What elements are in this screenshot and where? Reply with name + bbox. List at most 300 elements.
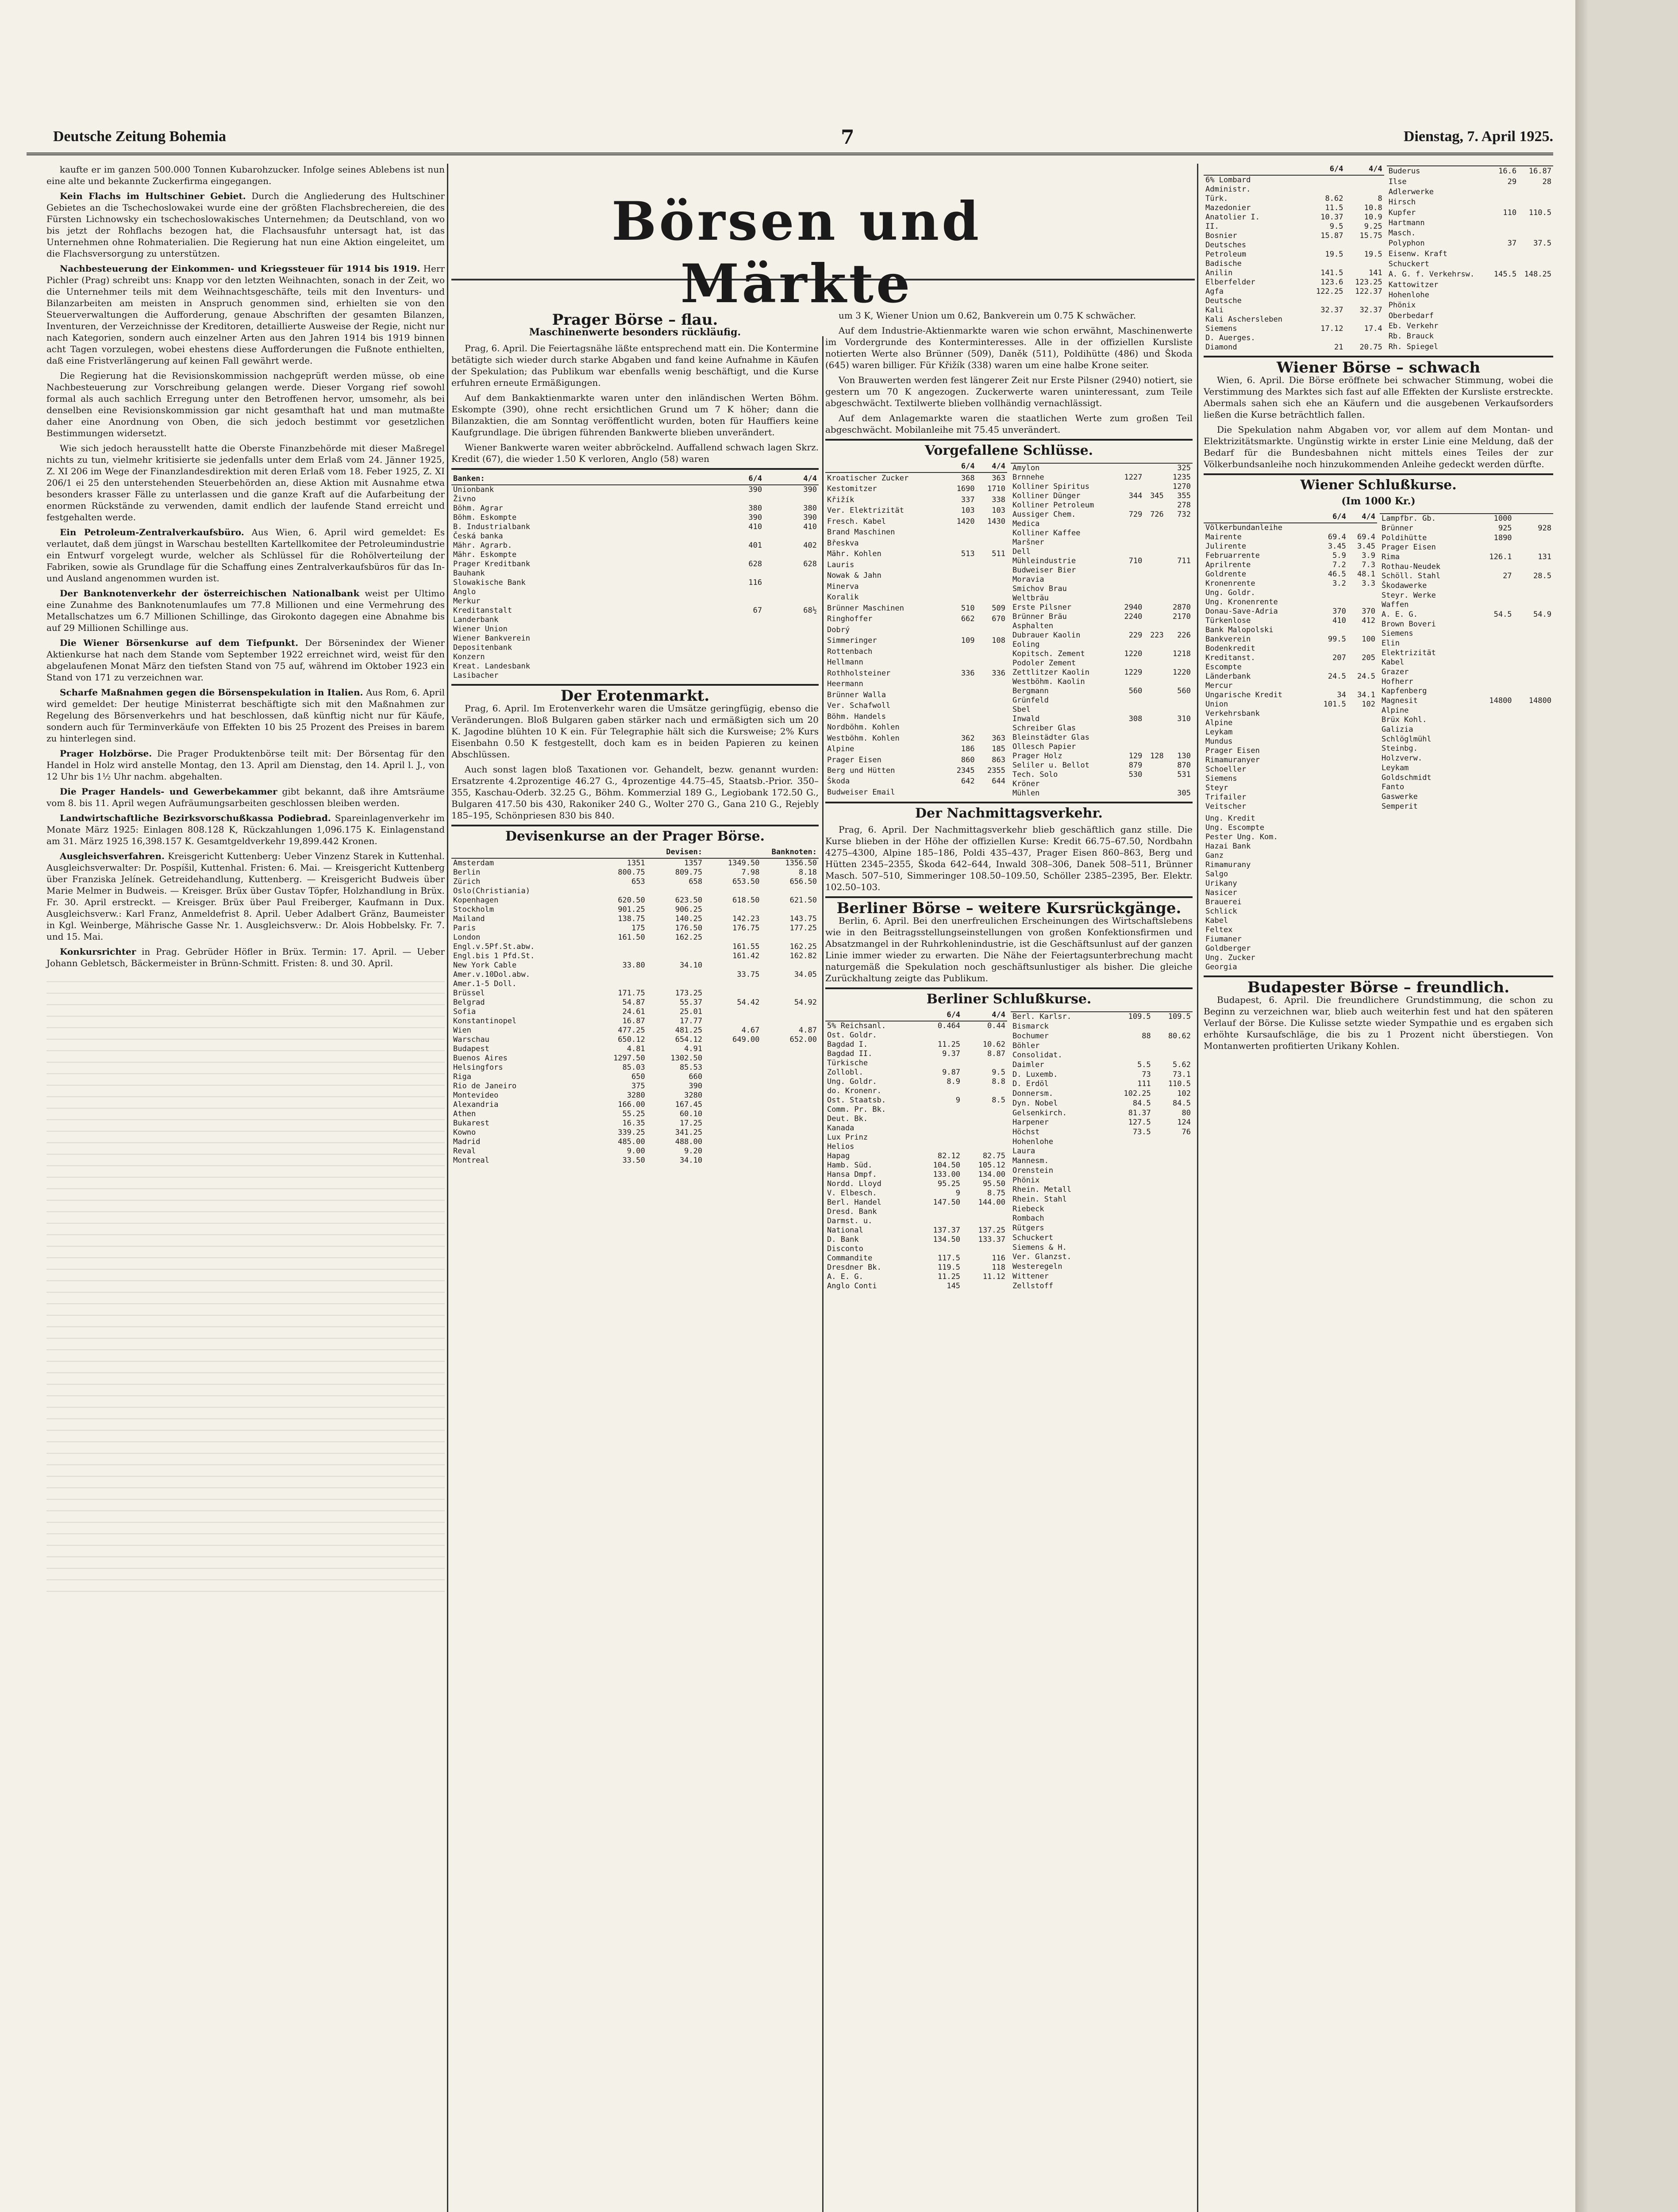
security-name: Moravia xyxy=(1012,575,1044,584)
devisen-title: Devisenkurse an der Prager Börse. xyxy=(505,829,765,844)
quote-value: 127.5 xyxy=(1128,1118,1151,1127)
quote-value xyxy=(1518,249,1553,259)
table-row xyxy=(1204,774,1377,783)
quote-value xyxy=(1371,860,1378,870)
quote-value: 81.37 xyxy=(1128,1108,1151,1118)
security-name: 6% Lombard xyxy=(1205,176,1251,184)
security-name: Lux Prinz xyxy=(827,1133,868,1142)
security-name: Ver. Elektrizität xyxy=(827,506,904,515)
quote-value: 109 xyxy=(961,636,975,645)
table-row xyxy=(1380,802,1553,811)
security-name: Rothholsteiner xyxy=(827,668,891,678)
security-name: Mähr. Agrarb. xyxy=(453,541,512,550)
quote-value xyxy=(764,588,819,597)
quote-value: 1220 xyxy=(1173,668,1191,677)
quote-value xyxy=(1166,594,1193,603)
article-text: Prag, 6. April. Die Feiertagsnähe läßte entsprechend matt ein. Die Kontermine betätigte sich wieder durch starke Abgaben und fand keine Aufnahme in Käufen der Spekulation; das Publikum war ebenfalls wenig beschäftigt, und die Kurse erfuhren erneute Ermäßigungen. xyxy=(451,343,819,388)
security-name: Elin xyxy=(1382,639,1400,648)
article-text: gibt bekannt, daß ihre Amtsräume vom 8. bis 11. April wegen Aufräumungsarbeiten geschlossen bleiben werden. xyxy=(46,786,445,808)
quote-value xyxy=(917,1059,962,1068)
quote-value: 122.25 xyxy=(1316,287,1343,296)
quote-value: 101.5 xyxy=(1323,700,1346,709)
security-name: Administr. xyxy=(1205,185,1251,194)
security-name: Brünner Maschinen xyxy=(827,603,904,613)
schluesse-title: Vorgefallene Schlüsse. xyxy=(924,443,1093,458)
quote-value: 9.25 xyxy=(1364,222,1382,231)
article-text: weist per Ultimo eine Zunahme des Banknotenumlaufes um 77.8 Millionen und eine Vermehrung des Metallschatzes um 6.7 Millionen Schillinge, das Girokonto dagegen eine Abnahme bis auf 29 Millionen Schillinge aus. xyxy=(46,588,445,633)
table-row xyxy=(1011,575,1193,584)
quote-value xyxy=(1312,746,1348,756)
quote-value: 410 xyxy=(748,522,762,531)
quote-value xyxy=(709,662,764,671)
quote-value: 133.00 xyxy=(933,1170,961,1179)
quote-value: 390 xyxy=(748,513,762,522)
quote-value xyxy=(1518,218,1553,228)
security-name: Feltex xyxy=(1205,926,1233,934)
table-row xyxy=(1204,278,1384,287)
quote-value: 205 xyxy=(1362,653,1375,662)
quote-value: 16.87 xyxy=(1528,167,1551,176)
quote-value: 162.25 xyxy=(789,942,817,951)
table-row xyxy=(1380,706,1553,715)
table-row xyxy=(1011,1195,1193,1205)
table-row xyxy=(1204,533,1377,542)
schluesse-table xyxy=(825,461,1007,798)
table-row xyxy=(825,733,1007,744)
table-row xyxy=(451,1128,819,1137)
quote-value: 710 xyxy=(1128,557,1143,565)
security-name: Koralik xyxy=(827,593,859,602)
quote-value xyxy=(1117,640,1144,649)
security-name: Engl.bis 1 Pfd.St. xyxy=(453,952,535,960)
quote-value xyxy=(1166,529,1193,538)
quote-value xyxy=(1106,1175,1153,1185)
quote-value xyxy=(1144,696,1165,705)
quote-value xyxy=(1474,658,1513,668)
quote-value: 620.50 xyxy=(618,896,645,905)
table-header: 4/4 xyxy=(764,473,819,485)
security-name: Tech. Solo xyxy=(1012,770,1058,779)
quote-value xyxy=(1348,681,1377,691)
quote-value xyxy=(704,1045,761,1054)
table-row xyxy=(825,1282,1007,1291)
security-name: Ilse xyxy=(1388,177,1407,186)
quote-value: 124 xyxy=(1177,1118,1191,1127)
industry-table xyxy=(1011,461,1193,798)
quote-value xyxy=(1518,259,1553,269)
security-name: Orenstein xyxy=(1012,1166,1054,1175)
quote-value: 102 xyxy=(1177,1089,1191,1098)
quote-value: 103 xyxy=(961,506,975,515)
quote-value: 15.75 xyxy=(1359,231,1382,240)
table-row xyxy=(1011,1012,1193,1022)
table-row xyxy=(1204,888,1378,898)
table-row xyxy=(825,700,1007,711)
table-row xyxy=(451,578,819,588)
quote-value: 85.03 xyxy=(622,1063,645,1072)
quote-value xyxy=(764,597,819,606)
devisen-table xyxy=(451,847,819,1165)
quote-value xyxy=(762,1137,819,1147)
quote-value xyxy=(962,1059,1007,1068)
security-name: Schuckert xyxy=(1388,260,1429,269)
table-row xyxy=(1204,334,1384,343)
quote-value: 141 xyxy=(1368,269,1382,277)
quote-value xyxy=(1363,851,1371,860)
table-row xyxy=(451,924,819,933)
quote-value: 17.4 xyxy=(1364,324,1382,333)
quote-value xyxy=(1153,1243,1193,1252)
quote-value: 308 xyxy=(1128,714,1143,723)
table-row xyxy=(451,933,819,942)
quote-value: 32.37 xyxy=(1359,306,1382,315)
quote-value: 14800 xyxy=(1528,696,1551,706)
security-name: Zellstoff xyxy=(1012,1281,1054,1290)
quote-value xyxy=(1144,557,1165,566)
quote-value xyxy=(704,1110,761,1119)
security-name: Brnnehe xyxy=(1012,473,1044,482)
quote-value: 161.42 xyxy=(732,952,760,960)
page-number: 7 xyxy=(841,126,854,149)
quote-value xyxy=(1117,538,1144,547)
filler-text-lines xyxy=(46,972,445,1592)
table-row xyxy=(1380,524,1553,534)
security-name: Türkische xyxy=(827,1059,868,1068)
quote-value: 148.25 xyxy=(1524,270,1551,279)
quote-value xyxy=(1363,963,1371,972)
table-row xyxy=(451,1147,819,1156)
table-row xyxy=(825,1272,1007,1282)
quote-value: 390 xyxy=(689,1082,703,1091)
quote-value: 650 xyxy=(631,1072,645,1081)
table-row xyxy=(825,1031,1007,1040)
table-row xyxy=(825,560,1007,570)
security-name: Zürich xyxy=(453,877,481,886)
quote-value: 143.75 xyxy=(789,914,817,923)
table-row xyxy=(825,1087,1007,1096)
table-row xyxy=(1204,250,1384,259)
security-name: Paris xyxy=(453,924,476,933)
quote-value xyxy=(1518,331,1553,342)
quote-value xyxy=(1306,334,1345,343)
article-heading: Die Wiener Börsenkurse auf dem Tiefpunkt. xyxy=(60,637,299,648)
security-name: Semperit xyxy=(1382,802,1418,811)
quote-value xyxy=(1117,789,1144,798)
table-row xyxy=(825,1142,1007,1152)
quote-value xyxy=(1312,728,1348,737)
security-name: Lasibacher xyxy=(453,671,499,680)
table-row xyxy=(1011,687,1193,696)
quote-value: 95.25 xyxy=(937,1179,961,1188)
table-row xyxy=(451,550,819,560)
security-name: Böhm. Agrar xyxy=(453,504,503,513)
article-text: Durch die Angliederung des Hultschiner Gebietes an die Tschechoslowakei wurde eine der größten Flachsbrechereien, die des Fürsten Lichnowsky ein tschechoslowakisches Unternehmen; da Deutschland, von wo bis jetzt der Rohflachs bezogen hat, die Flachsausfuhr untersagt hat, ist das Unternehmen ohne Rohmaterialien. Die Regierung hat nun eine Aktion eingeleitet, um die Flachsversorgung zu unterstützen. xyxy=(46,191,445,259)
quote-value xyxy=(1363,898,1371,907)
quote-value xyxy=(1363,823,1371,833)
vienna-table-2 xyxy=(1380,511,1553,811)
quote-value: 530 xyxy=(1128,770,1143,779)
security-name: Böhler xyxy=(1012,1041,1040,1050)
quote-value: 4.81 xyxy=(627,1045,645,1053)
quote-value: 20.75 xyxy=(1359,343,1382,352)
quote-value xyxy=(1348,663,1377,672)
quote-value: 54.42 xyxy=(737,998,760,1007)
quote-value: 123.25 xyxy=(1355,278,1382,287)
quote-value xyxy=(1106,1204,1153,1214)
quote-value: 3.3 xyxy=(1362,579,1375,588)
quote-value xyxy=(1153,1262,1193,1272)
quote-value xyxy=(1514,668,1553,677)
table-row xyxy=(1387,166,1553,177)
security-name: Grazer xyxy=(1382,668,1409,677)
quote-value xyxy=(1144,603,1165,612)
security-name: Belgrad xyxy=(453,998,485,1007)
quote-value xyxy=(1474,783,1513,792)
security-name: Brand Maschinen xyxy=(827,528,895,537)
quote-value: 1357 xyxy=(684,859,703,868)
quote-value: 17.77 xyxy=(679,1017,703,1025)
quote-value: 24.61 xyxy=(622,1007,645,1016)
quote-value: 325 xyxy=(1177,464,1191,472)
top-right-table-2 xyxy=(1387,164,1553,352)
security-name: Weltbräu xyxy=(1012,594,1049,603)
quote-value xyxy=(1306,185,1345,194)
security-name: Kali xyxy=(1205,306,1224,315)
table-row xyxy=(825,765,1007,776)
quote-value xyxy=(1518,187,1553,197)
security-name: Smichov Brau xyxy=(1012,584,1067,593)
security-name: Steyr. Werke xyxy=(1382,591,1436,600)
table-row xyxy=(825,1244,1007,1254)
quote-value xyxy=(764,569,819,578)
quote-value xyxy=(1153,1214,1193,1224)
table-row xyxy=(825,1068,1007,1077)
table-row xyxy=(1011,1252,1193,1262)
quote-value: 60.10 xyxy=(679,1110,703,1118)
table-row xyxy=(825,592,1007,603)
quote-value: 133.37 xyxy=(978,1235,1005,1244)
quote-value: 9 xyxy=(955,1096,961,1105)
security-name: Eisenw. Kraft xyxy=(1388,249,1447,258)
quote-value: 7.98 xyxy=(741,868,760,877)
quote-value: 134.00 xyxy=(978,1170,1005,1179)
article-heading: Ausgleichsverfahren. xyxy=(60,851,165,861)
security-name: Höchst xyxy=(1012,1128,1040,1137)
quote-value xyxy=(917,1124,962,1133)
table-row xyxy=(1204,663,1377,672)
quote-value xyxy=(762,961,819,970)
quote-value xyxy=(762,1063,819,1072)
table-row xyxy=(1011,659,1193,668)
quote-value: 134.50 xyxy=(933,1235,961,1244)
table-row xyxy=(1011,584,1193,594)
quote-value xyxy=(1474,581,1513,591)
quote-value xyxy=(1514,725,1553,735)
quote-value: 33.75 xyxy=(737,970,760,979)
table-header: 6/4 xyxy=(1306,164,1345,175)
quote-value: 102.25 xyxy=(1124,1089,1151,1098)
quote-value: 73.1 xyxy=(1173,1070,1191,1079)
security-name: London xyxy=(453,933,481,942)
security-name: Berl. Handel xyxy=(827,1198,881,1207)
table-row xyxy=(1387,269,1553,280)
quote-value: 104.50 xyxy=(933,1161,961,1170)
quote-value xyxy=(762,1017,819,1026)
quote-value xyxy=(1166,705,1193,714)
security-name: Kopenhagen xyxy=(453,896,499,905)
article-text: Die Regierung hat die Revisionskommission nachgeprüft werden müsse, ob eine Nachbesteuerung zur Vorschreibung gelangen werde. Dieser Vorgang rief sowohl formal als auch sachlich Erregung unter den Betroffenen hervor, umsomehr, als bei denselben eine Revisionskommission gar nicht gesamthaft hat und man mutmaßte daher eine Anordnung von Oben, die sich jedoch bestimmt vor gesetzlichen Bestimmungen widersetzt. xyxy=(46,370,445,438)
quote-value: 729 xyxy=(1128,510,1143,519)
security-name: Kröner xyxy=(1012,780,1040,788)
security-name: Mähr. Eskompte xyxy=(453,550,517,559)
quote-value xyxy=(704,1128,761,1137)
quote-value xyxy=(647,970,704,979)
quote-value: 117.5 xyxy=(937,1254,961,1263)
security-name: Reval xyxy=(453,1147,476,1156)
table-row xyxy=(1387,177,1553,187)
table-row xyxy=(1204,306,1384,315)
quote-value xyxy=(1144,463,1165,473)
quote-value xyxy=(1144,677,1165,687)
vienna-closing-title: Wiener Schlußkurse. xyxy=(1300,477,1457,493)
security-name: Schlick xyxy=(1205,907,1237,916)
table-row xyxy=(825,657,1007,668)
security-name: Alpine xyxy=(827,745,854,754)
quote-value xyxy=(709,588,764,597)
security-name: Hohenlohe xyxy=(1012,1137,1054,1146)
article-text: Aus Rom, 6. April wird gemeldet: Der heutige Ministerrat beschäftigte sich mit den Maßnahmen zur Regelung des Börsenverkehrs und hat beschlossen, daß künftig nicht nur für Käufe, sondern auch für Terminverkäufe von Effekten 10 bis 25 Prozent des Preises in barem zu hinterlegen sind. xyxy=(46,687,445,744)
security-name: Podoler Zement xyxy=(1012,659,1076,668)
quote-value: 477.25 xyxy=(618,1026,645,1035)
security-name: Aprilrente xyxy=(1205,561,1251,569)
quote-value xyxy=(1153,1147,1193,1156)
quote-value: 110 xyxy=(1503,208,1517,217)
table-row xyxy=(1204,842,1378,851)
table-row xyxy=(1011,1147,1193,1156)
quote-value xyxy=(589,942,647,952)
quote-value: 8.5 xyxy=(992,1096,1005,1105)
security-name: Bank Malopolski xyxy=(1205,626,1274,634)
table-row xyxy=(1387,259,1553,269)
quote-value xyxy=(946,592,976,603)
table-row xyxy=(451,979,819,989)
table-row xyxy=(451,970,819,979)
top-right-table xyxy=(1204,164,1384,352)
quote-value: 488.00 xyxy=(675,1137,703,1146)
security-name: Fiumaner xyxy=(1205,935,1242,944)
quote-value xyxy=(762,1147,819,1156)
table-row xyxy=(1204,635,1377,644)
quote-value: 337 xyxy=(961,495,975,504)
quote-value xyxy=(977,690,1007,700)
quote-value: 345 xyxy=(1150,492,1164,500)
quote-value xyxy=(1348,728,1377,737)
table-row xyxy=(1204,287,1384,296)
quote-value: 28.5 xyxy=(1533,572,1551,581)
table-row xyxy=(451,1026,819,1035)
quote-value: 1235 xyxy=(1173,473,1191,482)
security-name: Montreal xyxy=(453,1156,489,1165)
quote-value xyxy=(764,662,819,671)
quote-value: 25.01 xyxy=(679,1007,703,1016)
table-row xyxy=(1380,572,1553,581)
quote-value: 390 xyxy=(803,485,817,494)
table-row xyxy=(1011,547,1193,557)
quote-value: 363 xyxy=(992,733,1005,743)
quote-value: 161.55 xyxy=(732,942,760,951)
table-row xyxy=(451,998,819,1007)
security-name: Bauhank xyxy=(453,569,485,578)
quote-value: 99.5 xyxy=(1328,635,1346,644)
security-name: Kupfer xyxy=(1388,208,1416,217)
quote-value xyxy=(1348,746,1377,756)
quote-value xyxy=(1306,259,1345,269)
quote-value xyxy=(1312,681,1348,691)
quote-value xyxy=(1514,715,1553,725)
quote-value: 0.44 xyxy=(987,1022,1005,1030)
quote-value xyxy=(1348,765,1377,774)
security-name: Rima xyxy=(1382,553,1400,562)
table-row xyxy=(1204,944,1378,953)
security-name: Medica xyxy=(1012,519,1040,528)
security-name: Ung. Kronenrente xyxy=(1205,598,1278,607)
quote-value: 410 xyxy=(803,522,817,531)
quote-value xyxy=(1144,519,1165,529)
table-row xyxy=(1380,764,1553,773)
quote-value: 54.9 xyxy=(1533,610,1551,619)
security-name: Brüssel xyxy=(453,989,485,998)
security-name: D. Luxemb. xyxy=(1012,1070,1058,1079)
quote-value xyxy=(1312,718,1348,728)
quote-value xyxy=(1514,764,1553,773)
security-name: Madrid xyxy=(453,1137,481,1146)
table-row xyxy=(1204,870,1378,879)
security-name: Ganz xyxy=(1205,851,1224,860)
quote-value xyxy=(1474,543,1513,553)
article-heading: Prager Holzbörse. xyxy=(60,748,152,759)
article-text: Berlin, 6. April. Bei den unerfreulichen Erscheinungen des Wirtschaftslebens wie in den Beitragsstellungseinstellungen von großen Konfektionsfirmen und Absatzmangel in der Ruhrkohlenindustrie, ist die Geschäftsunlust auf der ganzen Linie immer wieder zu erwarten. Die Nähe der Feiertagsunterbrechung macht naturgemäß die Spekulation noch geschäftsunlustiger als bisher. Die gleiche Zurückhaltung zeigte das Publikum. xyxy=(825,915,1193,983)
table-row xyxy=(1387,197,1553,207)
quote-value: 11.25 xyxy=(937,1272,961,1281)
quote-value xyxy=(1363,953,1371,963)
quote-value: 2355 xyxy=(987,766,1005,775)
quote-value: 368 xyxy=(961,473,975,483)
security-name: Kabel xyxy=(1205,916,1228,925)
quote-value: 142.23 xyxy=(732,914,760,923)
security-name: Bankverein xyxy=(1205,635,1251,644)
quote-value: 510 xyxy=(961,603,975,613)
quote-value xyxy=(1371,833,1378,842)
table-row xyxy=(451,560,819,569)
quote-value xyxy=(1348,793,1377,802)
issue-date: Dienstag, 7. April 1925. xyxy=(1403,128,1553,145)
quote-value xyxy=(762,1110,819,1119)
quote-value xyxy=(946,560,976,570)
quote-value xyxy=(1144,566,1165,575)
security-name: Brauerei xyxy=(1205,898,1242,906)
quote-value xyxy=(1348,783,1377,793)
quote-value xyxy=(1153,1195,1193,1205)
security-name: Salgo xyxy=(1205,870,1228,879)
table-row xyxy=(1011,519,1193,529)
quote-value xyxy=(1106,1195,1153,1205)
security-name: Kabel xyxy=(1382,658,1405,667)
quote-value: 485.00 xyxy=(618,1137,645,1146)
security-name: Brown Boveri xyxy=(1382,619,1436,629)
quote-value: 186 xyxy=(961,745,975,754)
quote-value xyxy=(1117,566,1144,575)
quote-value xyxy=(1153,1252,1193,1262)
